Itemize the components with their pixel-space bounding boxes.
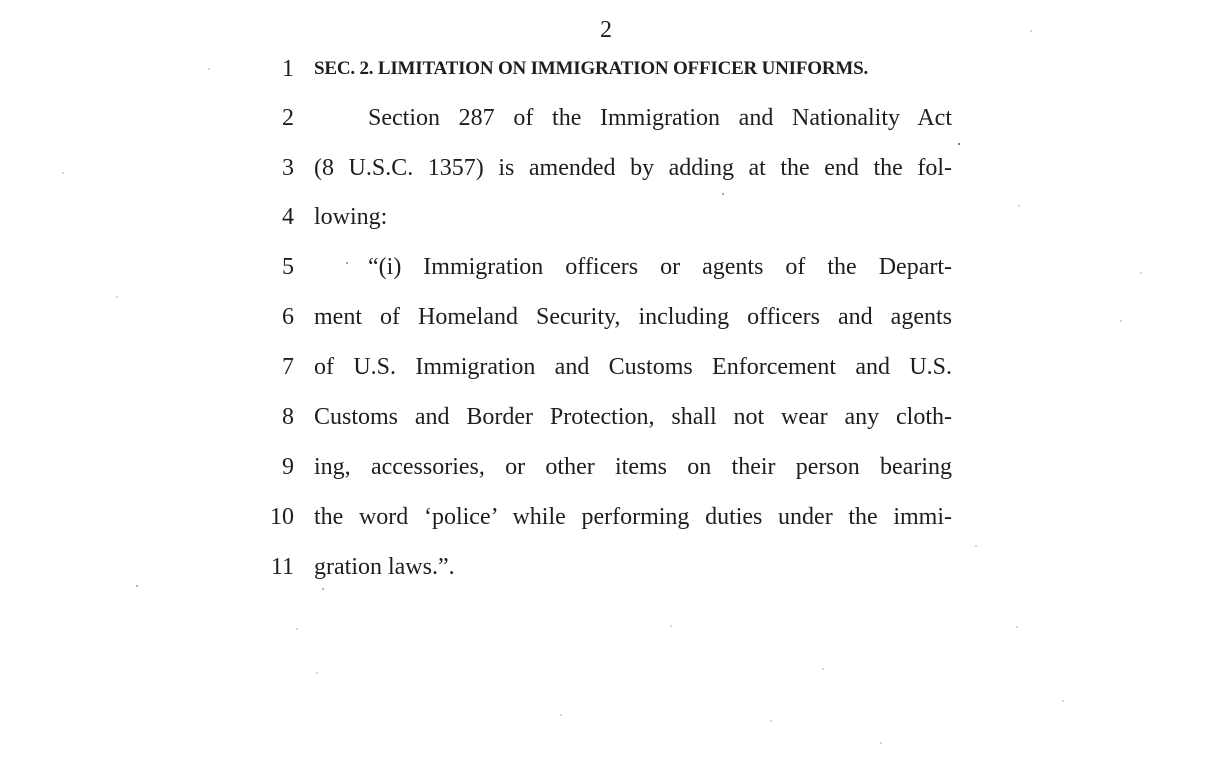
section-heading: SEC. 2. LIMITATION ON IMMIGRATION OFFICER UNIFORMS.: [314, 58, 869, 79]
scan-speck: [1120, 320, 1122, 322]
scan-speck: [346, 262, 348, 264]
scan-speck: [975, 545, 977, 547]
scan-speck: [62, 172, 64, 174]
scan-speck: [208, 68, 210, 70]
scan-speck: [770, 720, 772, 722]
scan-speck: [322, 588, 324, 590]
bill-line-1: [0, 52, 1216, 86]
line-text: of U.S. Immigration and Customs Enforcement and U.S.: [314, 354, 952, 380]
scan-speck: [136, 585, 138, 587]
scan-speck: [880, 742, 882, 744]
line-text: “(i) Immigration officers or agents of the Depart-: [368, 254, 952, 280]
line-number: 3: [282, 155, 294, 181]
line-number: 7: [282, 354, 294, 380]
scan-speck: [1018, 205, 1020, 207]
line-number: 4: [282, 204, 294, 230]
bill-line-11: [0, 550, 1216, 584]
page-number: 2: [600, 17, 612, 43]
bill-line-6: [0, 300, 1216, 334]
scan-speck: [1062, 700, 1064, 702]
line-text: Customs and Border Protection, shall not wear any cloth-: [314, 404, 952, 430]
bill-line-7: [0, 350, 1216, 384]
scan-speck: [1016, 626, 1018, 628]
bill-line-10: [0, 500, 1216, 534]
scan-speck: [296, 628, 298, 630]
line-number: 10: [270, 504, 294, 530]
bill-line-9: [0, 450, 1216, 484]
bill-line-8: [0, 400, 1216, 434]
scan-speck: [722, 193, 724, 195]
line-number: 5: [282, 254, 294, 280]
line-text: gration laws.”.: [314, 554, 455, 580]
line-text: ing, accessories, or other items on their person bearing: [314, 454, 952, 480]
bill-line-5: [0, 250, 1216, 284]
scan-speck: [1140, 272, 1142, 274]
line-number: 8: [282, 404, 294, 430]
line-text: the word ‘police’ while performing duties under the immi-: [314, 504, 952, 530]
line-number: 2: [282, 105, 294, 131]
line-text: lowing:: [314, 204, 388, 230]
bill-line-2: [0, 101, 1216, 135]
scan-speck: [958, 143, 960, 145]
line-text: ment of Homeland Security, including officers and agents: [314, 304, 952, 330]
bill-line-3: [0, 151, 1216, 185]
line-number: 1: [282, 56, 294, 82]
scan-speck: [822, 668, 824, 670]
scan-speck: [1030, 30, 1032, 32]
line-number: 6: [282, 304, 294, 330]
line-text: (8 U.S.C. 1357) is amended by adding at the end the fol-: [314, 155, 952, 181]
scan-speck: [560, 714, 562, 716]
line-number: 11: [270, 554, 294, 580]
scan-speck: [316, 672, 318, 674]
scan-speck: [670, 625, 672, 627]
scan-speck: [116, 296, 118, 298]
line-number: 9: [282, 454, 294, 480]
bill-line-4: [0, 200, 1216, 234]
line-text: Section 287 of the Immigration and Nationality Act: [368, 105, 952, 131]
